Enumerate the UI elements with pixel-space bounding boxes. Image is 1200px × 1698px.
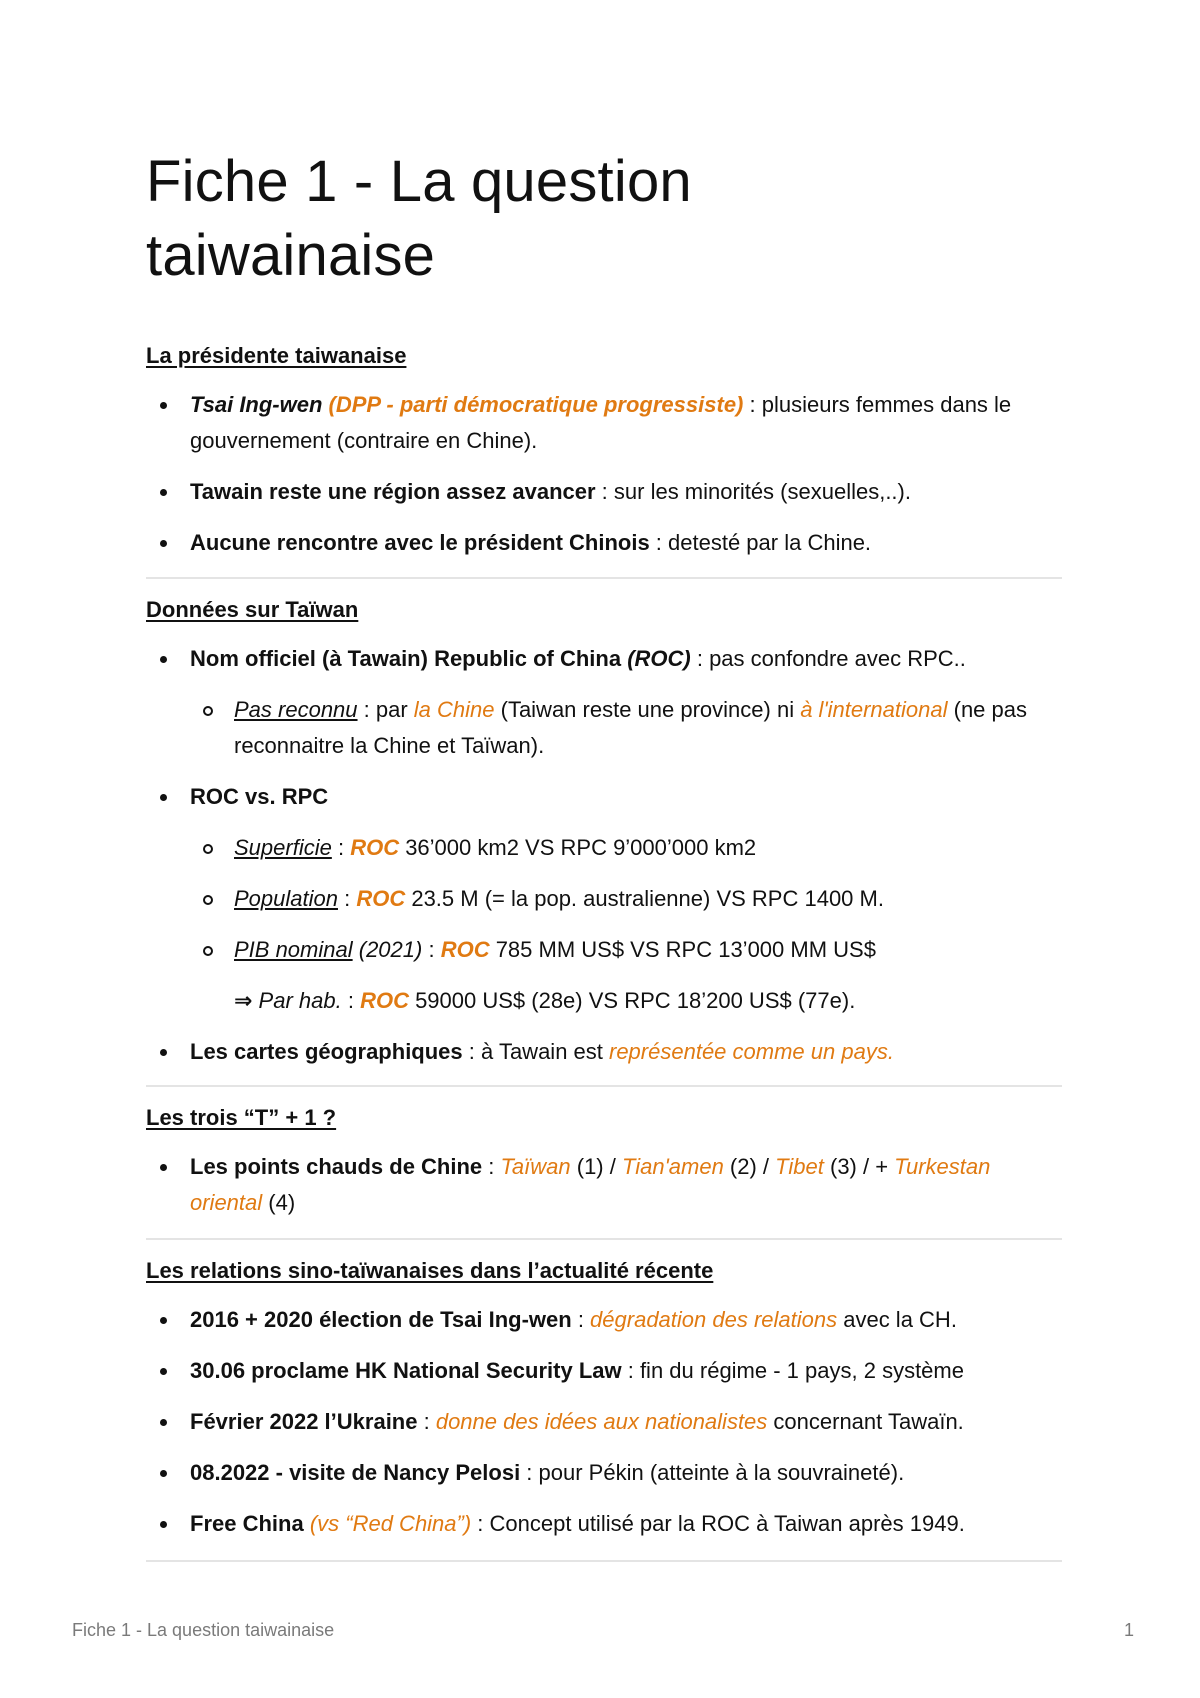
section-relations <box>146 1257 1062 1542</box>
list-item: Les cartes géographiques : à Tawain est représentée comme un pays. <box>146 1034 1062 1070</box>
sub-list-item: Pas reconnu : par la Chine (Taiwan reste une province) ni à l'international (ne pas reconnaitre la Chine et Taïwan). <box>146 692 1062 764</box>
list-item: Free China (vs “Red China”) : Concept utilisé par la ROC à Taiwan après 1949. <box>146 1506 1062 1542</box>
list-item: 2016 + 2020 élection de Tsai Ing-wen : dégradation des relations avec la CH. <box>146 1302 1062 1338</box>
sub-list-item: Superficie : ROC 36’000 km2 VS RPC 9’000’000 km2 <box>146 830 1062 866</box>
divider <box>146 1238 1062 1240</box>
list-item: Aucune rencontre avec le président Chinois : detesté par la Chine. <box>146 525 1062 561</box>
section-title: Les trois “T” + 1 ? <box>146 1105 337 1130</box>
divider <box>146 577 1062 579</box>
footer-title: Fiche 1 - La question taiwainaise <box>72 1620 335 1640</box>
list-item: ROC vs. RPC <box>146 779 1062 815</box>
divider <box>146 1560 1062 1562</box>
list-item: 30.06 proclame HK National Security Law : fin du régime - 1 pays, 2 système <box>146 1353 1062 1389</box>
list-item: Nom officiel (à Tawain) Republic of China (ROC) : pas confondre avec RPC.. <box>146 641 1062 677</box>
section-title: Données sur Taïwan <box>146 597 359 622</box>
page-number: 1 <box>1124 1620 1135 1640</box>
list-item: 08.2022 - visite de Nancy Pelosi : pour Pékin (atteinte à la souvraineté). <box>146 1455 1062 1491</box>
section-presidente <box>146 342 1062 561</box>
section-trois-t <box>146 1104 1062 1221</box>
continuation-line: ⇒ Par hab. : ROC 59000 US$ (28e) VS RPC 18’200 US$ (77e). <box>234 988 856 1013</box>
divider <box>146 1085 1062 1087</box>
list-item: Les points chauds de Chine : Taïwan (1) / Tian'amen (2) / Tibet (3) / + Turkestan oriental (4) <box>146 1149 1062 1221</box>
list-item: Tawain reste une région assez avancer : sur les minorités (sexuelles,..). <box>146 474 1062 510</box>
section-title: Les relations sino-taïwanaises dans l’actualité récente <box>146 1258 714 1283</box>
page-title: Fiche 1 - La question taiwainaise <box>146 149 692 288</box>
list-item: Tsai Ing-wen (DPP - parti démocratique progressiste) : plusieurs femmes dans le gouvernement (contraire en Chine). <box>146 387 1062 459</box>
section-title: La présidente taiwanaise <box>146 343 407 368</box>
section-donnees <box>146 596 1062 1070</box>
sub-list-item: PIB nominal (2021) : ROC 785 MM US$ VS RPC 13’000 MM US$ <box>146 932 1062 968</box>
sub-list-item: Population : ROC 23.5 M (= la pop. australienne) VS RPC 1400 M. <box>146 881 1062 917</box>
list-item: Février 2022 l’Ukraine : donne des idées aux nationalistes concernant Tawaïn. <box>146 1404 1062 1440</box>
